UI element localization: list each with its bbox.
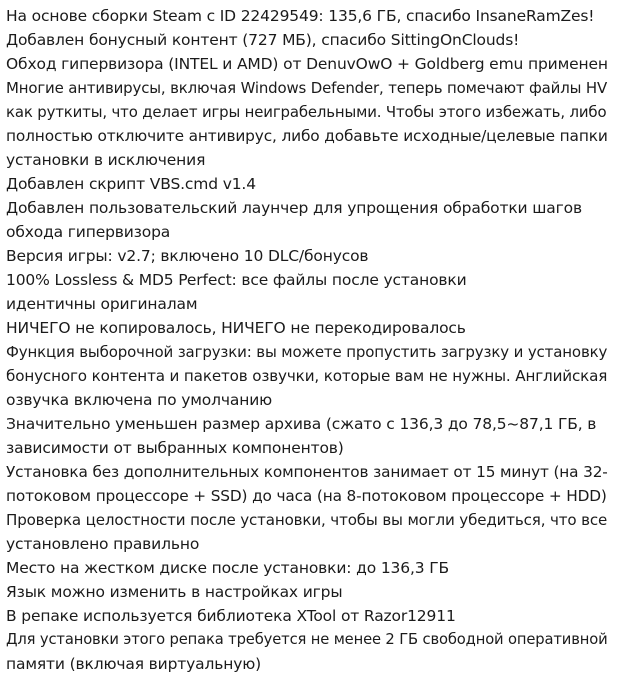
feature-line: зависимости от выбранных компонентов) <box>6 439 344 457</box>
feature-item-install-time <box>6 460 611 508</box>
feature-line: На основе сборки Steam с ID 22429549: 135,6 ГБ, спасибо InsaneRamZes! <box>6 7 595 25</box>
feature-item-integrity-check <box>6 508 611 556</box>
feature-item-custom-launcher <box>6 196 611 244</box>
feature-item-disk-space <box>6 556 611 580</box>
feature-line: В репаке используется библиотека XTool от Razor12911 <box>6 607 456 625</box>
feature-line: обхода гипервизора <box>6 223 171 241</box>
feature-line: Установка без дополнительных компонентов занимает от 15 минут (на 32- <box>6 463 608 481</box>
feature-line: Многие антивирусы, включая Windows Defender, теперь помечают файлы HV <box>6 79 608 97</box>
feature-item-antivirus-warning <box>6 76 611 172</box>
feature-line: Проверка целостности после установки, чтобы вы могли убедиться, что все <box>6 511 608 529</box>
feature-line: Добавлен пользовательский лаунчер для упрощения обработки шагов <box>6 199 582 217</box>
feature-line: Добавлен скрипт VBS.cmd v1.4 <box>6 175 256 193</box>
feature-item-no-reencode <box>6 316 611 340</box>
feature-item-lossless <box>6 268 611 316</box>
feature-item-archive-size <box>6 412 611 460</box>
feature-item-game-version <box>6 244 611 268</box>
feature-item-ram-requirement <box>6 628 611 676</box>
feature-line: полностью отключите антивирус, либо добавьте исходные/целевые папки <box>6 127 608 145</box>
feature-item-language <box>6 580 611 604</box>
feature-item-vbs-script <box>6 172 611 196</box>
feature-line: Версия игры: v2.7; включено 10 DLC/бонусов <box>6 247 369 265</box>
feature-item-hypervisor-bypass <box>6 52 611 76</box>
feature-line: Для установки этого репака требуется не менее 2 ГБ свободной оперативной <box>6 631 608 648</box>
feature-item-selective-download <box>6 340 611 412</box>
feature-line: Обход гипервизора (INTEL и AMD) от DenuvOwO + Goldberg emu применен <box>6 55 608 73</box>
feature-line: озвучка включена по умолчанию <box>6 391 273 409</box>
feature-line: как руткиты, что делает игры неиграбельными. Чтобы этого избежать, либо <box>6 103 607 121</box>
feature-item-bonus-content <box>6 28 611 52</box>
repack-features-list <box>6 4 611 676</box>
feature-line: памяти (включая виртуальную) <box>6 655 262 673</box>
feature-line: Значительно уменьшен размер архива (сжато с 136,3 до 78,5~87,1 ГБ, в <box>6 415 597 433</box>
feature-line: Функция выборочной загрузки: вы можете пропустить загрузку и установку <box>6 343 608 361</box>
feature-line: Язык можно изменить в настройках игры <box>6 583 343 601</box>
feature-line: НИЧЕГО не копировалось, НИЧЕГО не перекодировалось <box>6 319 466 337</box>
feature-item-xtool <box>6 604 611 628</box>
feature-line: идентичны оригиналам <box>6 295 198 313</box>
feature-line: потоковом процессоре + SSD) до часа (на 8-потоковом процессоре + HDD) <box>6 487 607 505</box>
feature-line: установлено правильно <box>6 535 200 553</box>
feature-line: 100% Lossless & MD5 Perfect: все файлы после установки <box>6 271 467 289</box>
feature-item-source-build <box>6 4 611 28</box>
feature-line: бонусного контента и пакетов озвучки, которые вам не нужны. Английская <box>6 367 608 385</box>
feature-line: установки в исключения <box>6 151 206 169</box>
feature-line: Добавлен бонусный контент (727 МБ), спасибо SittingOnClouds! <box>6 31 520 49</box>
feature-line: Место на жестком диске после установки: до 136,3 ГБ <box>6 559 450 577</box>
